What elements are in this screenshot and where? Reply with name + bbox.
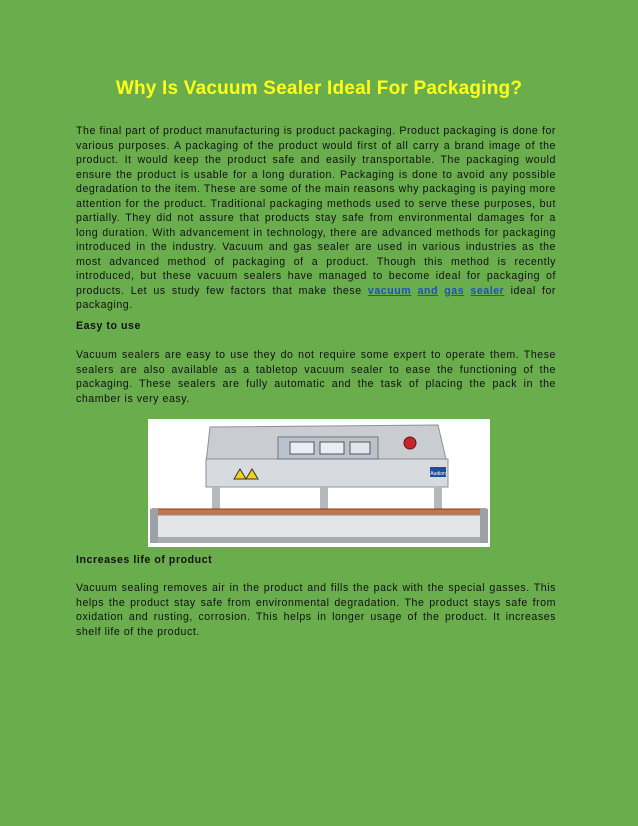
link-gas[interactable]: gas xyxy=(444,284,465,297)
link-sealer[interactable]: sealer xyxy=(470,284,505,297)
section-heading-easy-to-use: Easy to use xyxy=(76,320,141,332)
intro-paragraph xyxy=(76,124,556,313)
intro-tail: ideal for packaging. xyxy=(76,284,556,311)
intro-text: The final part of product manufacturing is product packaging. Product packaging is done for various purposes. A packaging of the product would first of all carry a brand image of the product. It would keep the product safe and easily transportable. The packaging would ensure the product is usable for a long duration. Packaging is done to avoid any possible degradation to the item. These are some of the main reasons why packaging is paying more attention for the product. Traditional packaging methods used to serve these purposes, but partially. They did not assure that products stay safe from environmental damages for a long duration. With advancement in technology, there are advanced methods for packaging introduced in the industry. Vacuum and gas sealer are used in various industries as the most advanced method of packaging of a product. Though this method is recently introduced, but these vacuum sealers have managed to become ideal for packaging of products. Let us study few factors that make these xyxy=(76,125,556,297)
page-title: Why Is Vacuum Sealer Ideal For Packaging? xyxy=(115,78,523,99)
vacuum-sealer-image xyxy=(148,419,490,547)
link-and[interactable]: and xyxy=(417,284,438,297)
section-text-easy-to-use: Vacuum sealers are easy to use they do not require some expert to operate them. These sealers are also available as a tabletop vacuum sealer to ease the functioning of the packaging. These sealers are fully automatic and the task of placing the pack in the chamber is very easy. xyxy=(76,349,556,405)
brand-logo-text: Audion xyxy=(430,471,446,477)
section-text-increases-life: Vacuum sealing removes air in the product and fills the pack with the special gasses. This helps the product stay safe from environmental degradation. The product stays safe from oxidation and rusting, corrosion. This helps in longer usage of the product. It increases shelf life of the product. xyxy=(76,582,556,638)
section-heading-increases-life: Increases life of product xyxy=(76,554,213,566)
link-vacuum[interactable]: vacuum xyxy=(367,284,412,297)
